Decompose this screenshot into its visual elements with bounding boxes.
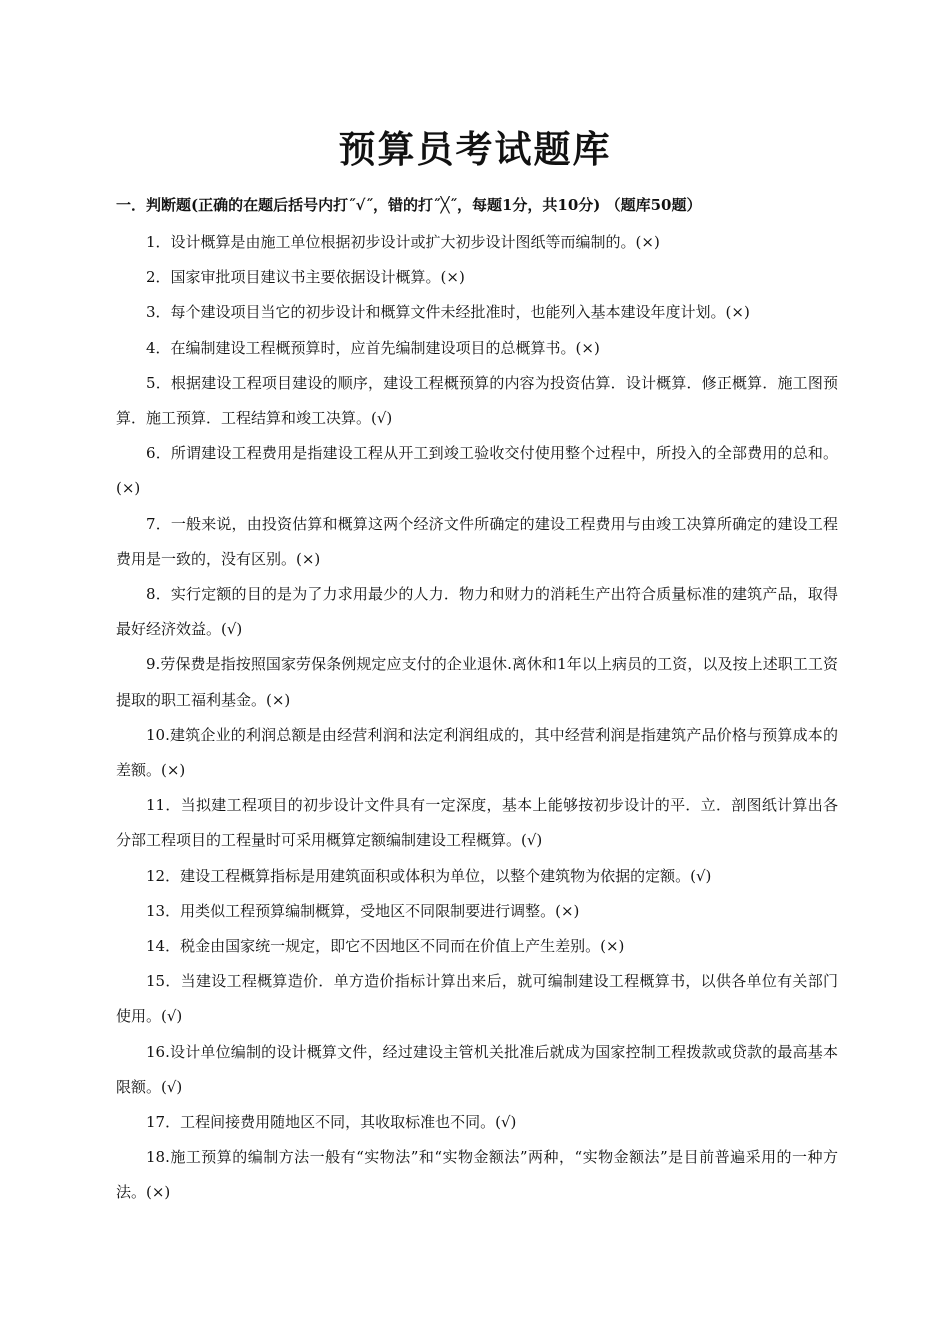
section-heading: 一．判断题(正确的在题后括号内打˝√˝，错的打˝╳˝，每题1分，共10分) （题库50题）: [116, 196, 702, 214]
question-item: 6．所谓建设工程费用是指建设工程从开工到竣工验收交付使用整个过程中，所投入的全部费用的总和。(×): [116, 444, 838, 498]
question-item: 14．税金由国家统一规定，即它不因地区不同而在价值上产生差别。(×): [146, 937, 625, 956]
question-item: 15．当建设工程概算造价．单方造价指标计算出来后，就可编制建设工程概算书，以供各单位有关部门使用。(√): [116, 972, 838, 1026]
question-item: 8．实行定额的目的是为了力求用最少的人力．物力和财力的消耗生产出符合质量标准的建筑产品，取得最好经济效益。(√): [116, 585, 838, 639]
question-item: 1．设计概算是由施工单位根据初步设计或扩大初步设计图纸等而编制的。(×): [146, 233, 660, 251]
question-list: [116, 225, 838, 1211]
question-item: 18.施工预算的编制方法一般有“实物法”和“实物金额法”两种，“实物金额法”是目前普遍采用的一种方法。(×): [116, 1148, 838, 1202]
question-item: 9.劳保费是指按照国家劳保条例规定应支付的企业退休.离休和1年以上病员的工资，以及按上述职工工资提取的职工福利基金。(×): [116, 655, 838, 709]
question-item: 7．一般来说，由投资估算和概算这两个经济文件所确定的建设工程费用与由竣工决算所确定的建设工程费用是一致的，没有区别。(×): [116, 514, 838, 568]
question-item: 12．建设工程概算指标是用建筑面积或体积为单位，以整个建筑物为依据的定额。(√): [146, 866, 712, 885]
question-item: 10.建筑企业的利润总额是由经营利润和法定利润组成的，其中经营利润是指建筑产品价格与预算成本的差额。(×): [116, 725, 838, 780]
question-item: 17．工程间接费用随地区不同，其收取标准也不同。(√): [146, 1113, 517, 1132]
question-item: 2．国家审批项目建议书主要依据设计概算。(×): [146, 268, 465, 287]
question-item: 5．根据建设工程项目建设的顺序，建设工程概预算的内容为投资估算．设计概算．修正概算．施工图预算．施工预算．工程结算和竣工决算。(√): [116, 373, 838, 428]
document-title: 预算员考试题库: [338, 127, 612, 171]
question-item: 4．在编制建设工程概预算时，应首先编制建设项目的总概算书。(×): [146, 338, 600, 357]
question-item: 13．用类似工程预算编制概算，受地区不同限制要进行调整。(×): [146, 901, 580, 920]
question-item: 11．当拟建工程项目的初步设计文件具有一定深度，基本上能够按初步设计的平．立．剖图纸计算出各分部工程项目的工程量时可采用概算定额编制建设工程概算。(√): [116, 796, 838, 850]
question-item: 16.设计单位编制的设计概算文件，经过建设主管机关批准后就成为国家控制工程拨款或贷款的最高基本限额。(√): [116, 1042, 838, 1096]
question-item: 3．每个建设项目当它的初步设计和概算文件未经批准时，也能列入基本建设年度计划。(×): [146, 303, 750, 322]
